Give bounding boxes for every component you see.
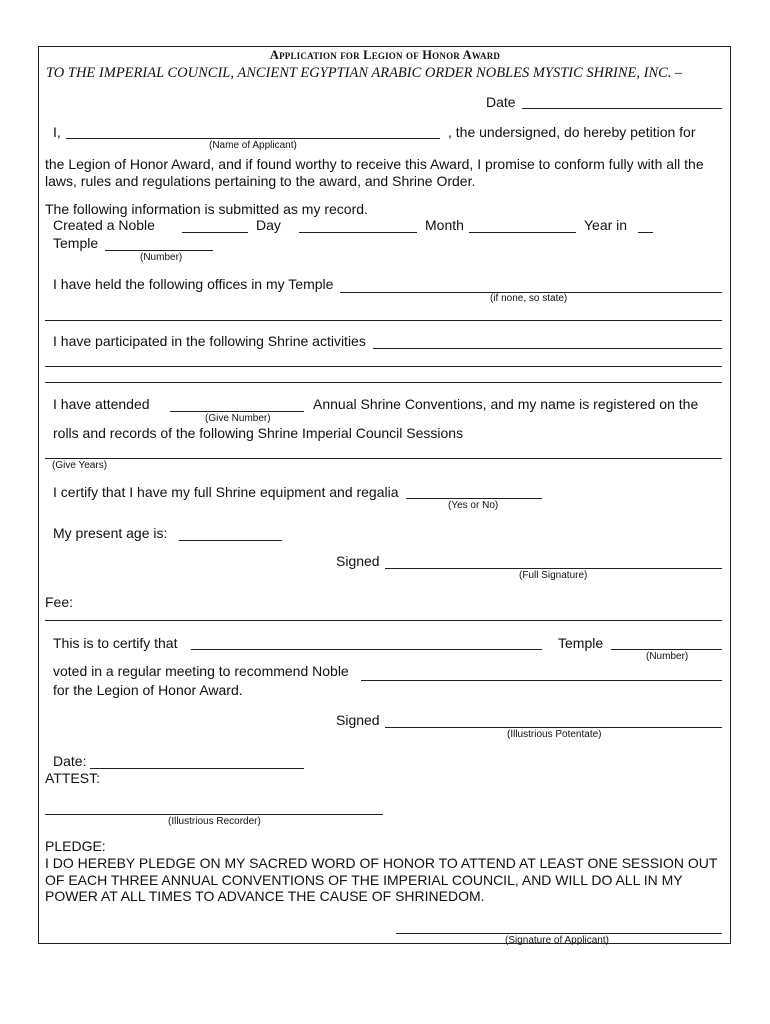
temple-label-2: Temple bbox=[558, 635, 604, 651]
date-field[interactable] bbox=[522, 108, 722, 109]
month-field[interactable] bbox=[469, 232, 576, 233]
year-field[interactable] bbox=[638, 232, 653, 233]
noble-name-field[interactable] bbox=[361, 680, 722, 681]
potentate-caption: (Illustrious Potentate) bbox=[507, 729, 602, 740]
applicant-signature-caption: (Signature of Applicant) bbox=[505, 935, 609, 946]
pledge-line-2: OF EACH THREE ANNUAL CONVENTIONS OF THE IMPERIAL COUNCIL, AND WILL DO ALL IN MY bbox=[45, 872, 683, 888]
temple-label: Temple bbox=[53, 235, 99, 251]
date2-label: Date: bbox=[53, 753, 87, 769]
certify-label: This is to certify that bbox=[53, 635, 178, 651]
voted-line-1: voted in a regular meeting to recommend Noble bbox=[53, 663, 349, 679]
pledge-heading: PLEDGE: bbox=[45, 838, 106, 854]
if-none-caption: (if none, so state) bbox=[490, 293, 568, 304]
date2-field[interactable] bbox=[90, 768, 304, 769]
form-title: Application for Legion of Honor Award bbox=[269, 48, 501, 62]
attest-label: ATTEST: bbox=[45, 770, 100, 786]
temple-field-2[interactable] bbox=[611, 649, 722, 650]
name-caption: (Name of Applicant) bbox=[209, 140, 297, 151]
age-field[interactable] bbox=[179, 540, 282, 541]
activities-field-3[interactable] bbox=[45, 382, 722, 383]
recorder-caption: (Illustrious Recorder) bbox=[168, 816, 261, 827]
offices-label: I have held the following offices in my Temple bbox=[53, 276, 334, 292]
conventions-number-field[interactable] bbox=[170, 411, 304, 412]
full-signature-caption: (Full Signature) bbox=[519, 570, 588, 581]
temple-number-caption: (Number) bbox=[140, 252, 183, 263]
rolls-text: rolls and records of the following Shrine Imperial Council Sessions bbox=[53, 425, 464, 441]
give-number-caption: (Give Number) bbox=[205, 413, 271, 424]
date-label: Date bbox=[486, 94, 516, 110]
applicant-signature-field[interactable] bbox=[396, 933, 722, 934]
yes-no-caption: (Yes or No) bbox=[448, 500, 499, 511]
pledge-line-1: I DO HEREBY PLEDGE ON MY SACRED WORD OF HONOR TO ATTEND AT LEAST ONE SESSION OUT bbox=[45, 855, 718, 871]
created-noble-field[interactable] bbox=[182, 232, 248, 233]
created-noble-label: Created a Noble bbox=[53, 217, 155, 233]
i-label: I, bbox=[53, 124, 61, 140]
activities-field-2[interactable] bbox=[45, 366, 722, 367]
day-field[interactable] bbox=[299, 232, 417, 233]
full-signature-field[interactable] bbox=[385, 568, 722, 569]
equipment-label: I certify that I have my full Shrine equipment and regalia bbox=[53, 484, 399, 500]
addressee-line: TO THE IMPERIAL COUNCIL, ANCIENT EGYPTIAN ARABIC ORDER NOBLES MYSTIC SHRINE, INC. – bbox=[46, 65, 683, 81]
signed-label-2: Signed bbox=[336, 712, 380, 728]
fee-label: Fee: bbox=[45, 594, 74, 610]
conventions-text: Annual Shrine Conventions, and my name is registered on the bbox=[313, 396, 699, 412]
equipment-field[interactable] bbox=[406, 498, 542, 499]
age-label: My present age is: bbox=[53, 525, 168, 541]
record-intro: The following information is submitted as my record. bbox=[45, 201, 368, 217]
potentate-signature-field[interactable] bbox=[385, 727, 722, 728]
temple-number-field[interactable] bbox=[105, 250, 213, 251]
day-label: Day bbox=[256, 217, 281, 233]
petition-text: , the undersigned, do hereby petition for bbox=[448, 124, 696, 140]
give-years-caption: (Give Years) bbox=[52, 460, 108, 471]
sessions-years-field[interactable] bbox=[45, 458, 722, 459]
year-in-label: Year in bbox=[584, 217, 628, 233]
activities-field[interactable] bbox=[373, 348, 722, 349]
activities-label: I have participated in the following Shrine activities bbox=[53, 333, 366, 349]
signed-label: Signed bbox=[336, 553, 380, 569]
voted-line-2: for the Legion of Honor Award. bbox=[53, 682, 243, 698]
applicant-name-field[interactable] bbox=[66, 138, 440, 139]
promise-line-2: laws, rules and regulations pertaining to the award, and Shrine Order. bbox=[45, 173, 476, 189]
promise-line-1: the Legion of Honor Award, and if found worthy to receive this Award, I promise to conform fully with all the bbox=[45, 156, 704, 172]
month-label: Month bbox=[425, 217, 464, 233]
pledge-line-3: POWER AT ALL TIMES TO ADVANCE THE CAUSE OF SHRINEDOM. bbox=[45, 888, 485, 904]
certify-name-field[interactable] bbox=[191, 649, 542, 650]
fee-field[interactable] bbox=[45, 620, 722, 621]
recorder-signature-field[interactable] bbox=[45, 814, 383, 815]
offices-field-2[interactable] bbox=[45, 320, 722, 321]
attended-label: I have attended bbox=[53, 396, 150, 412]
temple-number-caption-2: (Number) bbox=[646, 651, 689, 662]
